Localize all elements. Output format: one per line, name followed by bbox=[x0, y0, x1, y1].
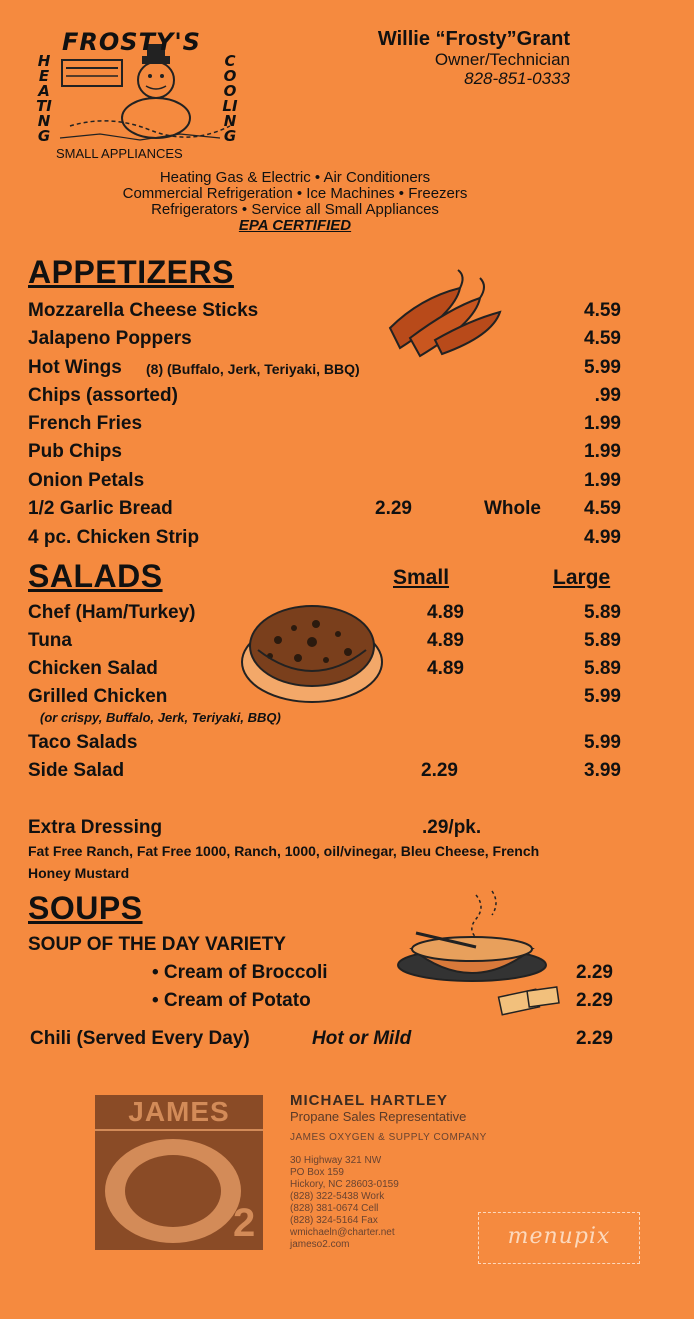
menu-item-price: 4.59 bbox=[584, 300, 621, 321]
cooling-vertical-text: COOLING bbox=[222, 52, 238, 145]
chili-label: Chili (Served Every Day) bbox=[30, 1028, 250, 1049]
menu-item-name: 1/2 Garlic Bread bbox=[28, 498, 173, 519]
james-logo-2: 2 bbox=[233, 1201, 256, 1245]
owner-phone: 828-851-0333 bbox=[464, 69, 570, 88]
card-line: 30 Highway 321 NW bbox=[290, 1155, 382, 1166]
salad-large-price: 5.99 bbox=[584, 732, 621, 753]
salad-small-price: 4.89 bbox=[427, 630, 464, 651]
services-list bbox=[60, 170, 530, 234]
card-line: (828) 381-0674 Cell bbox=[290, 1203, 379, 1214]
menu-item-name: Chicken Salad bbox=[28, 658, 158, 679]
salad-plate-illustration bbox=[238, 600, 386, 708]
salads-heading: SALADS bbox=[28, 558, 163, 594]
menu-item-price: 5.99 bbox=[584, 357, 621, 378]
salad-large-price: 5.99 bbox=[584, 686, 621, 707]
salad-small-price: 2.29 bbox=[421, 760, 458, 781]
appetizers-heading: APPETIZERS bbox=[28, 254, 234, 290]
soup-item-name: • Cream of Broccoli bbox=[152, 962, 328, 983]
salad-large-price: 3.99 bbox=[584, 760, 621, 781]
service-line: Refrigerators • Service all Small Appliances bbox=[151, 201, 439, 218]
frosty-title: FROSTY'S bbox=[62, 28, 201, 56]
menu-item-name: Mozzarella Cheese Sticks bbox=[28, 300, 259, 321]
menu-item-price: 4.59 bbox=[584, 498, 621, 519]
card-email: wmichaeln@charter.net bbox=[290, 1227, 395, 1238]
menu-item-half-price: 2.29 bbox=[375, 498, 412, 519]
soup-item-name: • Cream of Potato bbox=[152, 990, 311, 1011]
small-appliances-label: SMALL APPLIANCES bbox=[56, 146, 183, 161]
salad-large-price: 5.89 bbox=[584, 630, 621, 651]
owner-block bbox=[296, 28, 570, 88]
salads-col-large: Large bbox=[553, 566, 611, 589]
salad-small-price: 4.89 bbox=[427, 658, 464, 679]
card-website: jameso2.com bbox=[290, 1239, 350, 1250]
salads-col-small: Small bbox=[393, 566, 450, 589]
menu-item-name: Tuna bbox=[28, 630, 72, 651]
chili-price: 2.29 bbox=[576, 1028, 613, 1049]
soup-item-price: 2.29 bbox=[576, 962, 613, 983]
menu-item-name: French Fries bbox=[28, 413, 143, 434]
menu-item-name: Onion Petals bbox=[28, 470, 145, 491]
owner-title: Owner/Technician bbox=[434, 50, 570, 69]
menu-item-price: 4.59 bbox=[584, 328, 621, 349]
dressing-list: Fat Free Ranch, Fat Free 1000, Ranch, 1000, oil/vinegar, Bleu Cheese, French bbox=[28, 843, 540, 859]
card-line: (828) 322-5438 Work bbox=[290, 1191, 385, 1202]
menu-item-name: Pub Chips bbox=[28, 441, 122, 462]
soups-heading: SOUPS bbox=[28, 890, 143, 926]
menu-item-note: (or crispy, Buffalo, Jerk, Teriyaki, BBQ) bbox=[40, 710, 281, 725]
watermark-text: menupix bbox=[507, 1224, 611, 1249]
salad-small-price: 4.89 bbox=[427, 602, 464, 623]
menu-item-name: Taco Salads bbox=[28, 732, 138, 753]
james-logo-o bbox=[95, 1095, 96, 1096]
menu-item-name: Chef (Ham/Turkey) bbox=[28, 602, 196, 623]
menu-item-name: Grilled Chicken bbox=[28, 686, 168, 707]
james-logo-word: JAMES bbox=[128, 1096, 230, 1127]
card-title: Propane Sales Representative bbox=[290, 1109, 467, 1124]
soup-variety-label: SOUP OF THE DAY VARIETY bbox=[28, 934, 286, 955]
james-o2-logo bbox=[95, 1095, 263, 1250]
extra-dressing-price: .29/pk. bbox=[422, 817, 482, 838]
menu-item-name: Hot Wings bbox=[28, 357, 122, 378]
menu-item-name: Side Salad bbox=[28, 760, 125, 781]
card-line: (828) 324-5164 Fax bbox=[290, 1215, 378, 1226]
menu-item-price: 1.99 bbox=[584, 470, 621, 491]
menu-item-price: 4.99 bbox=[584, 527, 621, 548]
card-line: Hickory, NC 28603-0159 bbox=[290, 1179, 399, 1190]
soup-item-price: 2.29 bbox=[576, 990, 613, 1011]
menu-item-name: 4 pc. Chicken Strip bbox=[28, 527, 200, 548]
menu-item-name: Chips (assorted) bbox=[28, 385, 178, 406]
heating-vertical-text: HEATING bbox=[36, 52, 52, 145]
chili-option: Hot or Mild bbox=[312, 1028, 412, 1049]
chili-peppers-illustration bbox=[380, 268, 510, 363]
dressing-list-cont: Honey Mustard bbox=[28, 865, 130, 881]
owner-name: Willie “Frosty”Grant bbox=[377, 28, 570, 50]
service-line: Commercial Refrigeration • Ice Machines • Freezers bbox=[122, 185, 468, 202]
salad-large-price: 5.89 bbox=[584, 658, 621, 679]
menu-item-price: 1.99 bbox=[584, 441, 621, 462]
menu-item-whole-label: Whole bbox=[484, 498, 541, 519]
card-company: JAMES OXYGEN & SUPPLY COMPANY bbox=[290, 1132, 487, 1143]
epa-certified: EPA CERTIFIED bbox=[238, 217, 352, 234]
menu-item-name: Jalapeno Poppers bbox=[28, 328, 192, 349]
card-name: MICHAEL HARTLEY bbox=[290, 1092, 449, 1109]
salad-large-price: 5.89 bbox=[584, 602, 621, 623]
menupix-watermark bbox=[478, 1212, 640, 1264]
menu-item-note: (8) (Buffalo, Jerk, Teriyaki, BBQ) bbox=[146, 361, 360, 377]
menu-item-price: 1.99 bbox=[584, 413, 621, 434]
extra-dressing-label: Extra Dressing bbox=[28, 817, 163, 838]
card-line: PO Box 159 bbox=[290, 1167, 344, 1178]
service-line: Heating Gas & Electric • Air Conditioners bbox=[159, 169, 431, 186]
menu-item-price: .99 bbox=[594, 385, 621, 406]
